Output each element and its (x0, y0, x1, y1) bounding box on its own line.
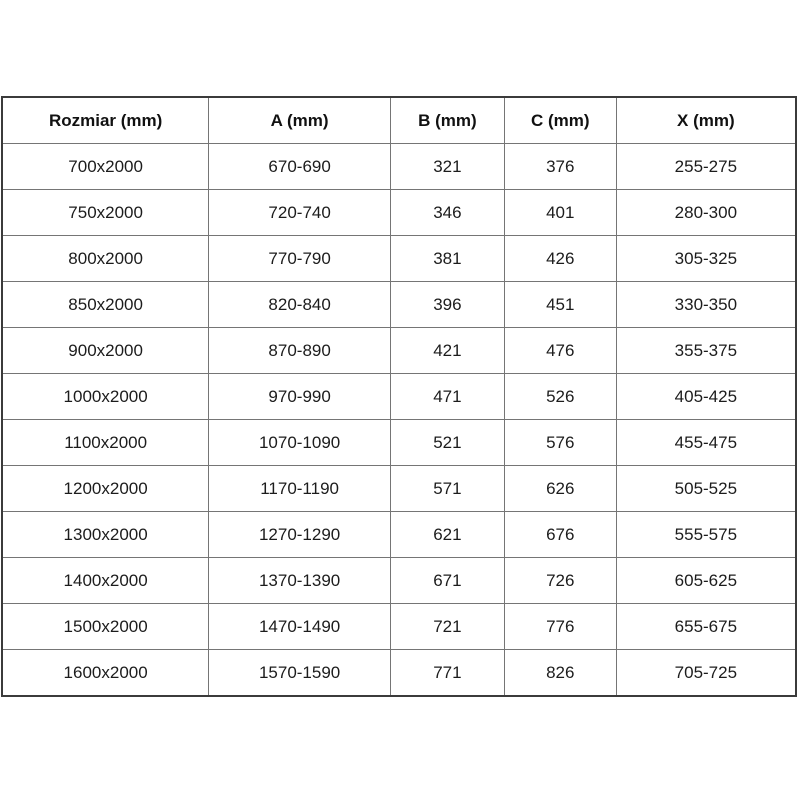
table-cell: 346 (390, 190, 504, 236)
table-cell: 870-890 (209, 328, 391, 374)
table-row (2, 420, 796, 466)
table-cell: 321 (390, 144, 504, 190)
table-cell: 376 (504, 144, 616, 190)
table-cell: 800x2000 (2, 236, 209, 282)
table-cell: 421 (390, 328, 504, 374)
table-cell: 1000x2000 (2, 374, 209, 420)
table-cell: 401 (504, 190, 616, 236)
table-cell: 670-690 (209, 144, 391, 190)
table-cell: 305-325 (616, 236, 796, 282)
table-cell: 471 (390, 374, 504, 420)
table-cell: 705-725 (616, 650, 796, 697)
table-cell: 671 (390, 558, 504, 604)
table-row (2, 190, 796, 236)
table-cell: 1370-1390 (209, 558, 391, 604)
table-cell: 826 (504, 650, 616, 697)
table-cell: 355-375 (616, 328, 796, 374)
table-cell: 426 (504, 236, 616, 282)
table-body (2, 144, 796, 697)
table-cell: 750x2000 (2, 190, 209, 236)
table-cell: 330-350 (616, 282, 796, 328)
table-cell: 726 (504, 558, 616, 604)
table-cell: 381 (390, 236, 504, 282)
table-cell: 555-575 (616, 512, 796, 558)
table-cell: 255-275 (616, 144, 796, 190)
table-cell: 1100x2000 (2, 420, 209, 466)
table-cell: 1070-1090 (209, 420, 391, 466)
table-cell: 621 (390, 512, 504, 558)
table-cell: 521 (390, 420, 504, 466)
table-cell: 280-300 (616, 190, 796, 236)
table-cell: 1500x2000 (2, 604, 209, 650)
table-row (2, 466, 796, 512)
header-cell: C (mm) (504, 97, 616, 144)
table-cell: 720-740 (209, 190, 391, 236)
table-row (2, 558, 796, 604)
table-cell: 455-475 (616, 420, 796, 466)
table-row (2, 374, 796, 420)
table-cell: 505-525 (616, 466, 796, 512)
table-cell: 571 (390, 466, 504, 512)
table-cell: 451 (504, 282, 616, 328)
table-cell: 970-990 (209, 374, 391, 420)
table-row (2, 236, 796, 282)
table-cell: 900x2000 (2, 328, 209, 374)
header-row (2, 97, 796, 144)
table-cell: 700x2000 (2, 144, 209, 190)
table-row (2, 282, 796, 328)
table-row (2, 604, 796, 650)
table-cell: 850x2000 (2, 282, 209, 328)
table-cell: 626 (504, 466, 616, 512)
table-cell: 476 (504, 328, 616, 374)
table-cell: 1170-1190 (209, 466, 391, 512)
table-cell: 526 (504, 374, 616, 420)
table-cell: 405-425 (616, 374, 796, 420)
table-cell: 655-675 (616, 604, 796, 650)
table-cell: 605-625 (616, 558, 796, 604)
table-row (2, 512, 796, 558)
table-cell: 776 (504, 604, 616, 650)
table-cell: 770-790 (209, 236, 391, 282)
table-cell: 1400x2000 (2, 558, 209, 604)
table-cell: 1600x2000 (2, 650, 209, 697)
table-cell: 1270-1290 (209, 512, 391, 558)
header-cell: A (mm) (209, 97, 391, 144)
table-cell: 576 (504, 420, 616, 466)
table-cell: 820-840 (209, 282, 391, 328)
header-cell: Rozmiar (mm) (2, 97, 209, 144)
table-row (2, 144, 796, 190)
table-cell: 1200x2000 (2, 466, 209, 512)
table-cell: 721 (390, 604, 504, 650)
table-cell: 1570-1590 (209, 650, 391, 697)
table-cell: 1470-1490 (209, 604, 391, 650)
table-row (2, 328, 796, 374)
table-cell: 676 (504, 512, 616, 558)
table-cell: 771 (390, 650, 504, 697)
header-cell: B (mm) (390, 97, 504, 144)
header-cell: X (mm) (616, 97, 796, 144)
table-cell: 396 (390, 282, 504, 328)
size-table (1, 96, 797, 697)
table-row (2, 650, 796, 697)
table-cell: 1300x2000 (2, 512, 209, 558)
table-header (2, 97, 796, 144)
